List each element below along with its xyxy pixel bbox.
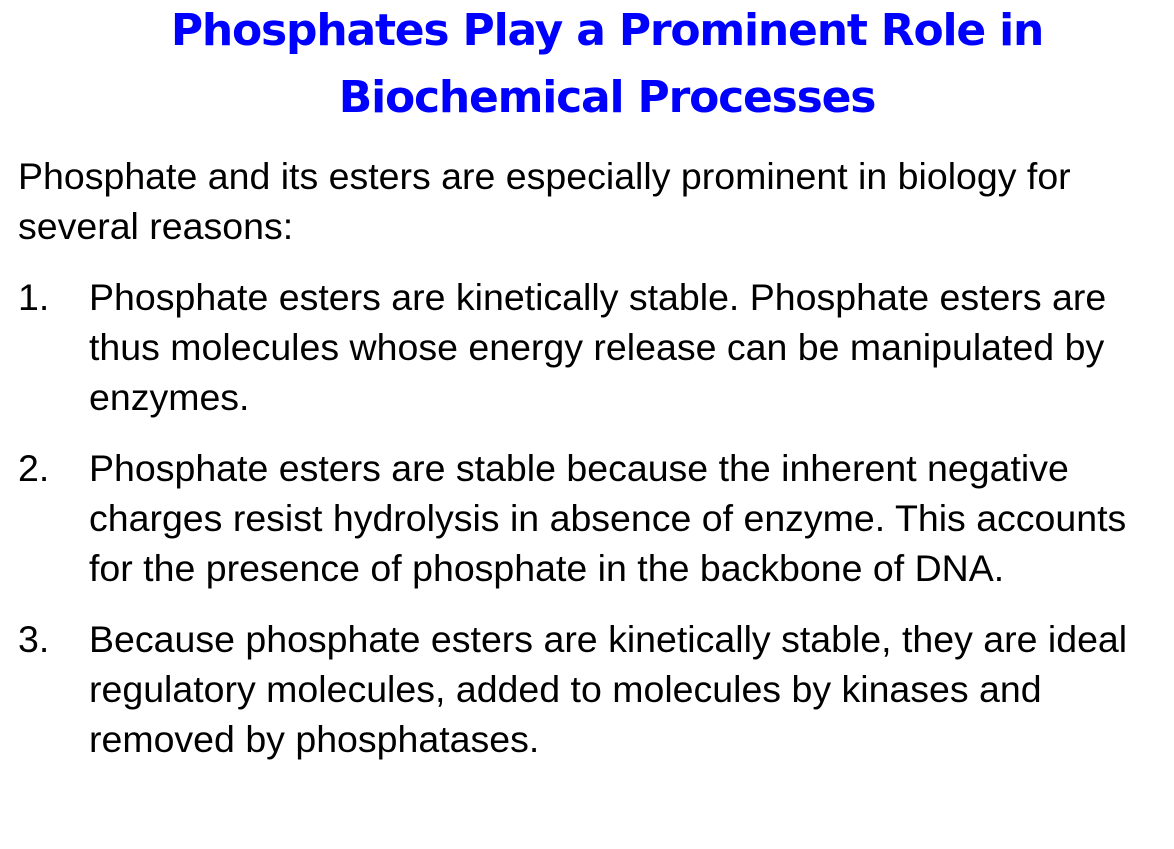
list-item [18,443,1168,593]
list-item-text: Because phosphate esters are kinetically stable, they are ideal regulatory molecules, added to molecules by kinases and removed by phosphatases. [89,618,1128,760]
intro-paragraph: Phosphate and its esters are especially prominent in biology for several reasons: [18,155,1071,247]
reasons-list [18,272,1168,764]
slide-title [0,0,1174,131]
list-item [18,614,1168,764]
title-line-2: Biochemical Processes [338,72,876,123]
slide-body [18,151,1168,785]
list-item [18,272,1168,422]
list-number: 1. [18,276,50,318]
list-item-text: Phosphate esters are kinetically stable. Phosphate esters are thus molecules whose energy release can be manipulated by enzymes. [89,276,1107,418]
list-item-text: Phosphate esters are stable because the inherent negative charges resist hydrolysis in absence of enzyme. This accounts for the presence of phosphate in the backbone of DNA. [89,447,1127,589]
title-line-1: Phosphates Play a Prominent Role in [170,5,1044,56]
list-number: 2. [18,447,50,489]
list-number: 3. [18,618,50,660]
